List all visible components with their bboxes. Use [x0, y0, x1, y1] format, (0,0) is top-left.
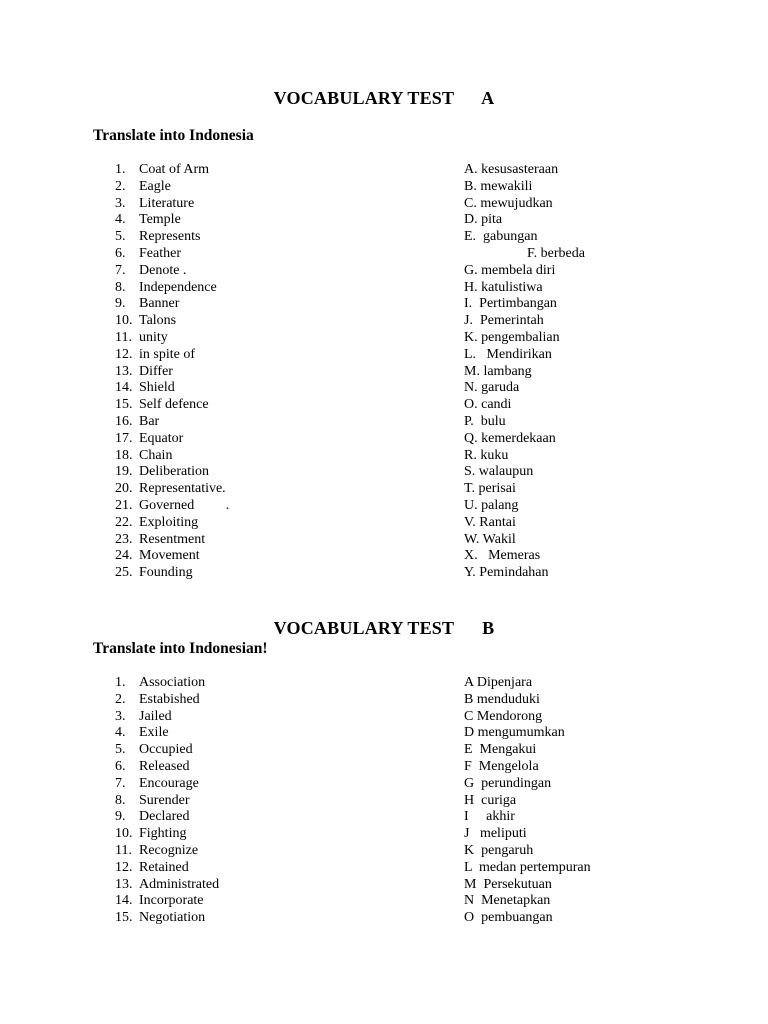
item-number: 5.	[115, 742, 126, 758]
item-number: 25.	[115, 565, 133, 581]
indonesian-option: I akhir	[464, 809, 515, 825]
vocab-row	[0, 826, 768, 843]
english-word: Feather	[139, 245, 181, 261]
vocab-row	[0, 280, 768, 297]
indonesian-option: I. Pertimbangan	[464, 296, 557, 312]
english-word: Resentment	[139, 531, 206, 547]
vocab-row	[0, 742, 768, 759]
indonesian-option: R. kuku	[464, 447, 509, 463]
vocab-row	[0, 380, 768, 397]
vocab-row	[0, 330, 768, 347]
english-word: Self defence	[139, 397, 209, 413]
english-word: Independence	[139, 279, 217, 295]
vocab-row	[0, 162, 768, 179]
vocab-row	[0, 877, 768, 894]
vocab-row	[0, 347, 768, 364]
test-b-word-list	[0, 675, 768, 927]
item-number: 10.	[115, 313, 133, 329]
vocab-row	[0, 448, 768, 465]
vocab-row	[0, 515, 768, 532]
item-number: 1.	[115, 675, 126, 690]
test-a-word-list	[0, 162, 768, 582]
indonesian-option: D mengumumkan	[464, 725, 565, 741]
indonesian-option: O. candi	[464, 397, 512, 413]
item-number: 7.	[115, 262, 126, 278]
english-word: Recognize	[139, 842, 199, 858]
item-number: 20.	[115, 481, 133, 497]
indonesian-option: M. lambang	[464, 363, 532, 379]
english-word: Incorporate	[139, 893, 204, 909]
english-word: Differ	[139, 363, 173, 379]
english-word: Representative.	[139, 481, 226, 497]
item-number: 9.	[115, 296, 126, 312]
english-word: Fighting	[139, 826, 187, 842]
item-number: 3.	[115, 708, 126, 724]
vocab-row	[0, 860, 768, 877]
item-number: 6.	[115, 758, 126, 774]
indonesian-option: E Mengakui	[464, 742, 537, 758]
test-a-title: VOCABULARY TEST A	[273, 88, 495, 108]
item-number: 6.	[115, 245, 126, 261]
vocab-row	[0, 759, 768, 776]
item-number: 15.	[115, 910, 133, 926]
indonesian-option: G. membela diri	[464, 262, 556, 278]
vocab-row	[0, 532, 768, 549]
item-number: 14.	[115, 893, 133, 909]
vocab-row	[0, 565, 768, 582]
item-number: 12.	[115, 859, 133, 875]
english-word: Eagle	[139, 178, 171, 194]
indonesian-option: J meliputi	[464, 826, 527, 842]
english-word: Jailed	[139, 708, 172, 724]
indonesian-option: F Mengelola	[464, 758, 539, 774]
item-number: 8.	[115, 279, 126, 295]
english-word: Founding	[139, 565, 193, 581]
english-word: Encourage	[139, 775, 199, 791]
english-word: Movement	[139, 548, 200, 564]
vocab-row	[0, 229, 768, 246]
item-number: 11.	[115, 329, 132, 345]
indonesian-option: H. katulistiwa	[464, 279, 543, 295]
indonesian-option: W. Wakil	[464, 531, 516, 547]
vocab-row	[0, 196, 768, 213]
item-number: 13.	[115, 363, 133, 379]
item-number: 15.	[115, 397, 133, 413]
test-b-instruction: Translate into Indonesian!	[93, 640, 268, 657]
vocab-row	[0, 776, 768, 793]
item-number: 13.	[115, 876, 133, 892]
vocab-row	[0, 893, 768, 910]
vocab-row	[0, 709, 768, 726]
english-word: Banner	[139, 296, 180, 312]
vocab-row	[0, 793, 768, 810]
vocab-row	[0, 481, 768, 498]
vocab-row	[0, 397, 768, 414]
item-number: 5.	[115, 229, 126, 245]
vocab-row	[0, 431, 768, 448]
item-number: 4.	[115, 212, 126, 228]
vocab-row	[0, 692, 768, 709]
indonesian-option: S. walaupun	[464, 464, 534, 480]
vocab-row	[0, 212, 768, 229]
indonesian-option: A Dipenjara	[464, 675, 533, 690]
vocab-row	[0, 725, 768, 742]
item-number: 1.	[115, 162, 126, 177]
item-number: 17.	[115, 430, 133, 446]
english-word: Exploiting	[139, 514, 199, 530]
indonesian-option: C. mewujudkan	[464, 195, 553, 211]
english-word: unity	[139, 329, 168, 345]
indonesian-option: U. palang	[464, 497, 519, 513]
vocab-row	[0, 364, 768, 381]
english-word: Occupied	[139, 742, 193, 758]
item-number: 9.	[115, 809, 126, 825]
item-number: 21.	[115, 497, 133, 513]
indonesian-option: T. perisai	[464, 481, 516, 497]
vocab-row	[0, 296, 768, 313]
indonesian-option: M Persekutuan	[464, 876, 552, 892]
item-number: 4.	[115, 725, 126, 741]
indonesian-option: L medan pertempuran	[464, 859, 591, 875]
english-word: in spite of	[139, 346, 195, 362]
indonesian-option: C Mendorong	[464, 708, 543, 724]
indonesian-option: O pembuangan	[464, 910, 553, 926]
indonesian-option: K pengaruh	[464, 842, 534, 858]
item-number: 11.	[115, 842, 132, 858]
indonesian-option: B. mewakili	[464, 178, 533, 194]
english-word: Temple	[139, 212, 181, 228]
english-word: Governed .	[139, 497, 230, 513]
english-word: Deliberation	[139, 464, 209, 480]
vocab-row	[0, 263, 768, 280]
english-word: Surender	[139, 792, 190, 808]
indonesian-option: E. gabungan	[464, 229, 538, 245]
item-number: 7.	[115, 775, 126, 791]
item-number: 3.	[115, 195, 126, 211]
indonesian-option: N. garuda	[464, 380, 520, 396]
indonesian-option: X. Memeras	[464, 548, 541, 564]
item-number: 8.	[115, 792, 126, 808]
english-word: Exile	[139, 725, 169, 741]
english-word: Released	[139, 758, 190, 774]
indonesian-option: Y. Pemindahan	[464, 565, 549, 581]
english-word: Declared	[139, 809, 190, 825]
indonesian-option: Q. kemerdekaan	[464, 430, 556, 446]
indonesian-option: K. pengembalian	[464, 329, 560, 345]
item-number: 10.	[115, 826, 133, 842]
vocab-row	[0, 313, 768, 330]
vocab-row	[0, 548, 768, 565]
item-number: 16.	[115, 413, 133, 429]
english-word: Represents	[139, 229, 201, 245]
indonesian-option: J. Pemerintah	[464, 313, 544, 329]
item-number: 12.	[115, 346, 133, 362]
indonesian-option: A. kesusasteraan	[464, 162, 559, 177]
english-word: Literature	[139, 195, 195, 211]
item-number: 18.	[115, 447, 133, 463]
vocab-row	[0, 843, 768, 860]
english-word: Negotiation	[139, 910, 206, 926]
vocab-row	[0, 809, 768, 826]
test-a-instruction: Translate into Indonesia	[93, 127, 254, 144]
english-word: Association	[139, 675, 206, 690]
indonesian-option: L. Mendirikan	[464, 346, 552, 362]
vocab-row	[0, 464, 768, 481]
indonesian-option: G perundingan	[464, 775, 552, 791]
item-number: 2.	[115, 178, 126, 194]
test-b-title: VOCABULARY TEST B	[273, 618, 495, 638]
indonesian-option: H curiga	[464, 792, 517, 808]
english-word: Talons	[139, 313, 177, 329]
indonesian-option: P. bulu	[464, 413, 506, 429]
english-word: Coat of Arm	[139, 162, 209, 177]
vocab-row	[0, 246, 768, 263]
indonesian-option: B menduduki	[464, 691, 540, 707]
english-word: Retained	[139, 859, 189, 875]
indonesian-option: D. pita	[464, 212, 503, 228]
item-number: 23.	[115, 531, 133, 547]
english-word: Shield	[139, 380, 175, 396]
indonesian-option: V. Rantai	[464, 514, 516, 530]
item-number: 24.	[115, 548, 133, 564]
item-number: 22.	[115, 514, 133, 530]
vocab-row	[0, 910, 768, 927]
indonesian-option: N Menetapkan	[464, 893, 551, 909]
item-number: 14.	[115, 380, 133, 396]
indonesian-option: F. berbeda	[464, 245, 585, 261]
english-word: Chain	[139, 447, 173, 463]
vocab-row	[0, 498, 768, 515]
english-word: Estabished	[139, 691, 200, 707]
english-word: Administrated	[139, 876, 220, 892]
english-word: Bar	[139, 413, 160, 429]
vocab-row	[0, 414, 768, 431]
vocab-row	[0, 675, 768, 692]
english-word: Equator	[139, 430, 184, 446]
item-number: 2.	[115, 691, 126, 707]
item-number: 19.	[115, 464, 133, 480]
vocab-row	[0, 179, 768, 196]
english-word: Denote .	[139, 262, 187, 278]
